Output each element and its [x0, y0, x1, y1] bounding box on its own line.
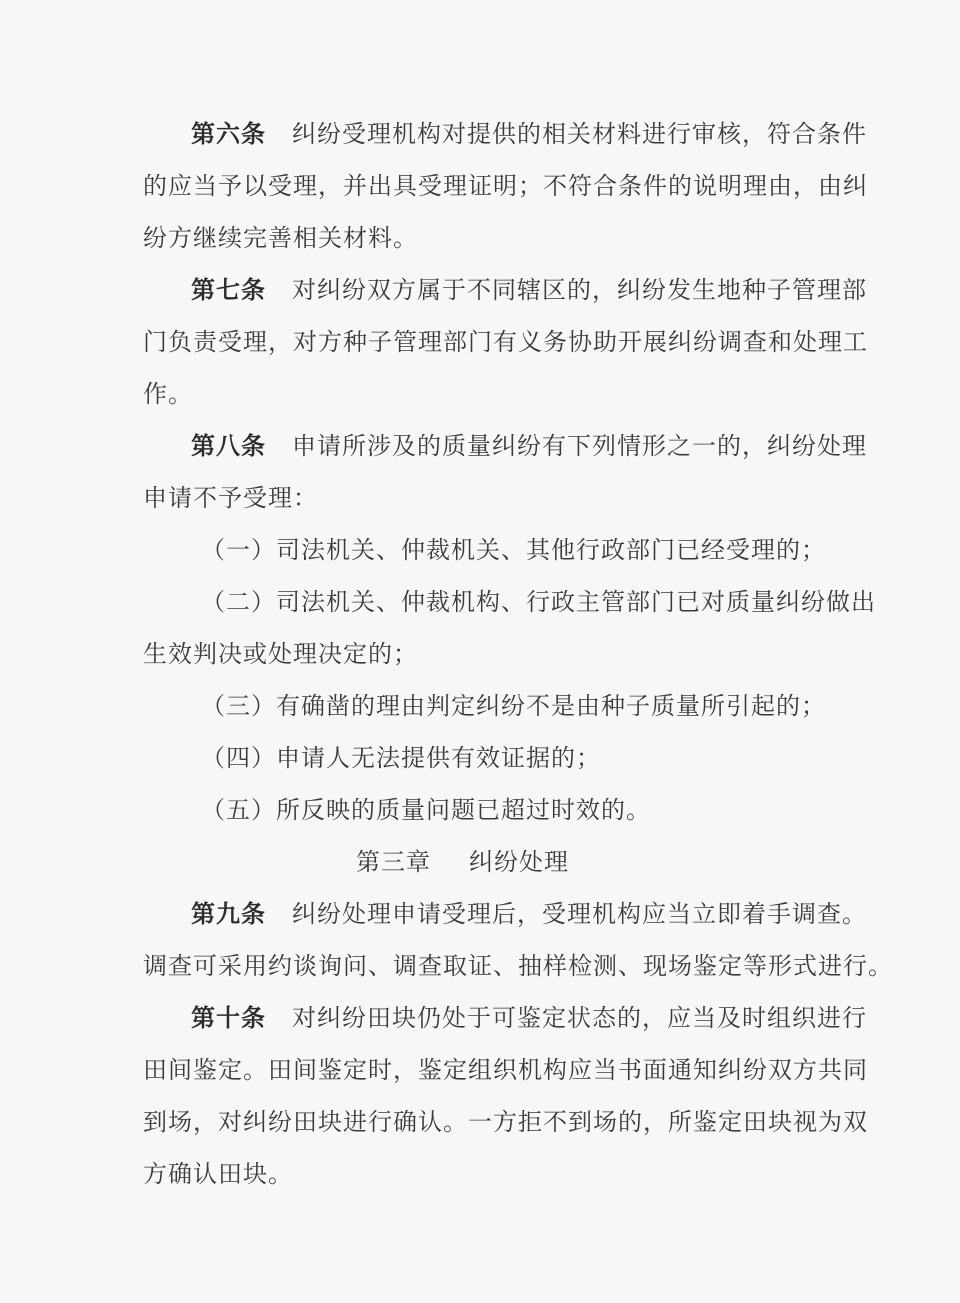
article-7-line-1: [143, 264, 867, 316]
article-8-line-2: 申请不予受理：: [143, 484, 318, 512]
article-7-line-2: 门负责受理，对方种子管理部门有义务协助开展纠纷调查和处理工: [143, 328, 868, 356]
article-8-text-1: 申请所涉及的质量纠纷有下列情形之一的，纠纷处理: [292, 432, 867, 460]
article-10-label: 第十条: [191, 1003, 266, 1032]
article-6-line-3: 纷方继续完善相关材料。: [143, 224, 418, 252]
article-6-line-1: [143, 108, 867, 160]
article-8-item-3: （三）有确凿的理由判定纠纷不是由种子质量所引起的；: [201, 692, 826, 720]
article-9-text-1: 纠纷处理申请受理后，受理机构应当立即着手调查。: [292, 900, 867, 928]
article-10-text-1: 对纠纷田块仍处于可鉴定状态的，应当及时组织进行: [292, 1004, 867, 1032]
article-8-item-2: （二）司法机关、仲裁机构、行政主管部门已对质量纠纷做出: [201, 588, 876, 616]
article-8-item-1: （一）司法机关、仲裁机关、其他行政部门已经受理的；: [201, 536, 826, 564]
article-10-line-3: 到场，对纠纷田块进行确认。一方拒不到场的，所鉴定田块视为双: [143, 1108, 868, 1136]
article-8-item-4: （四）申请人无法提供有效证据的；: [201, 744, 601, 772]
article-10-line-2: 田间鉴定。田间鉴定时，鉴定组织机构应当书面通知纠纷双方共同: [143, 1056, 868, 1084]
article-7-line-3: 作。: [143, 380, 193, 408]
article-9-label: 第九条: [191, 899, 266, 928]
article-8-item-5: （五）所反映的质量问题已超过时效的。: [201, 796, 651, 824]
article-8-line-1: [143, 420, 867, 472]
article-6-line-2: 的应当予以受理，并出具受理证明；不符合条件的说明理由，由纠: [143, 172, 868, 200]
article-10-line-4: 方确认田块。: [143, 1160, 293, 1188]
article-9-line-1: [143, 888, 867, 940]
article-7-text-1: 对纠纷双方属于不同辖区的，纠纷发生地种子管理部: [292, 276, 867, 304]
article-6-text-1: 纠纷受理机构对提供的相关材料进行审核，符合条件: [292, 120, 867, 148]
chapter-3-title: 纠纷处理: [469, 848, 569, 876]
article-8-label: 第八条: [191, 431, 266, 460]
chapter-3-heading: [83, 836, 842, 888]
article-7-label: 第七条: [191, 275, 266, 304]
article-8-item-2-cont: 生效判决或处理决定的；: [143, 640, 418, 668]
article-6-label: 第六条: [191, 119, 266, 148]
article-10-line-1: [143, 992, 867, 1044]
article-9-line-2: 调查可采用约谈询问、调查取证、抽样检测、现场鉴定等形式进行。: [143, 952, 893, 980]
chapter-3-number: 第三章: [356, 848, 431, 876]
